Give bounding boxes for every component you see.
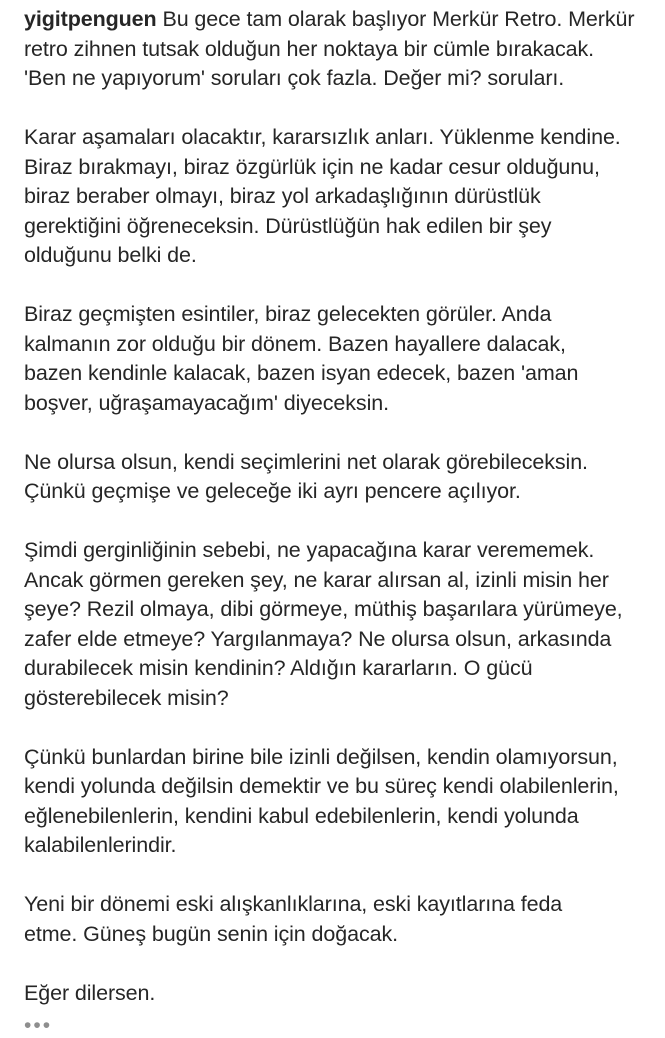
caption-paragraph-2: Karar aşamaları olacaktır, kararsızlık anları. Yüklenme kendine. Biraz bırakmayı, biraz özgürlük için ne kadar cesur olduğunu, biraz beraber olmayı, biraz yol arkadaşlığının dürüstlük gerektiğini öğreneceksin. Dürüstlüğün hak edilen bir şey olduğunu belki de.: [24, 125, 621, 267]
caption-paragraph-1: [24, 5, 654, 94]
caption-paragraph-7: Yeni bir dönemi eski alışkanlıklarına, eski kayıtlarına feda etme. Güneş bugün senin için doğacak.: [24, 892, 563, 946]
post-caption: [24, 5, 654, 1038]
caption-paragraph-3: Biraz geçmişten esintiler, biraz gelecekten görüler. Anda kalmanın zor olduğu bir dönem. Bazen hayallere dalacak, bazen kendinle kalacak, bazen isyan edecek, bazen 'aman boşver, uğraşamayacağım' diyeceksin.: [24, 302, 579, 415]
username-link[interactable]: yigitpenguen: [24, 7, 157, 31]
caption-paragraph-6: Çünkü bunlardan birine bile izinli değilsen, kendin olamıyorsun, kendi yolunda değilsin demektir ve bu süreç kendi olabilenlerin, eğlenebilenlerin, kendini kabul edebilenlerin, kendi yolunda kalabilenlerindir.: [24, 744, 619, 857]
caption-paragraph-8: Eğer dilersen.: [24, 980, 156, 1005]
more-content-indicator: •••: [24, 1014, 53, 1037]
caption-text-1: Bu gece tam olarak başlıyor Merkür Retro. Merkür retro zihnen tutsak olduğun her noktaya bir cümle bırakacak. 'Ben ne yapıyorum' soruları çok fazla. Değer mi? soruları.: [24, 7, 635, 90]
caption-paragraph-4: Ne olursa olsun, kendi seçimlerini net olarak görebileceksin. Çünkü geçmişe ve geleceğe iki ayrı pencere açılıyor.: [24, 449, 588, 503]
caption-paragraph-5: Şimdi gerginliğinin sebebi, ne yapacağına karar verememek. Ancak görmen gereken şey, ne karar alırsan al, izinli misin her şeye? Rezil olmaya, dibi görmeye, müthiş başarılara yürümeye, zafer elde etmeye? Yargılanmaya? Ne olursa olsun, arkasında durabilecek misin kendinin? Aldığın kararların. O gücü gösterebilecek misin?: [24, 538, 623, 710]
